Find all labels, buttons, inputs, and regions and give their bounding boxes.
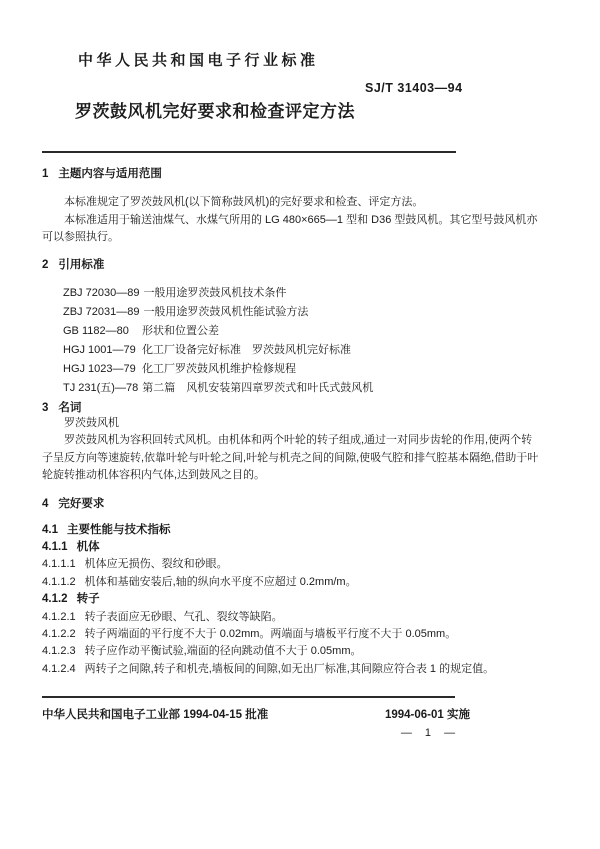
- implementation-note: 1994-06-01 实施: [384, 709, 470, 721]
- clause-number: 4.1.1.2: [42, 575, 76, 588]
- clause-text: 机体: [76, 540, 100, 553]
- paragraph: 本标准规定了罗茨鼓风机(以下简称鼓风机)的完好要求和检查、评定方法。: [64, 196, 424, 208]
- clause-text: 主要性能与技术指标: [67, 523, 171, 536]
- section-number: 3: [42, 401, 49, 414]
- footer: [42, 706, 543, 722]
- reference-row: [63, 322, 543, 341]
- clause-text: 转子表面应无砂眼、气孔、裂纹等缺陷。: [84, 610, 283, 623]
- section-4-heading: [42, 497, 543, 511]
- reference-title: 形状和位置公差: [142, 324, 219, 337]
- document-title: 罗茨鼓风机完好要求和检查评定方法: [75, 102, 355, 121]
- reference-designation: GB 1182—80: [63, 324, 129, 337]
- clause-text: 机体应无损伤、裂纹和砂眼。: [84, 558, 228, 571]
- reference-designation: ZBJ 72031—89: [63, 305, 140, 318]
- section-label: 主题内容与适用范围: [58, 168, 162, 180]
- clause-text: 转子: [76, 593, 100, 606]
- clause-text: 转子应作动平衡试验,端面的径向跳动值不大于 0.05mm。: [84, 645, 362, 658]
- clause-number: 4.1: [42, 523, 58, 536]
- clause-number: 4.1.2.4: [42, 662, 76, 675]
- section-2-heading: [42, 258, 543, 272]
- reference-designation: HGJ 1001—79: [63, 343, 136, 356]
- clauses-list: [42, 522, 543, 679]
- reference-title: 一般用途罗茨鼓风机性能试验方法: [143, 305, 309, 318]
- clause-number: 4.1.2.3: [42, 645, 76, 658]
- clause-heading: [42, 539, 543, 556]
- clause-text: 两转子之间隙,转子和机壳,墙板间的间隙,如无出厂标准,其间隙应符合表 1 的规定值。: [84, 662, 495, 675]
- clause-number: 4.1.2.1: [42, 610, 76, 623]
- clause-number: 4.1.2: [42, 593, 68, 606]
- reference-title: 化工厂罗茨鼓风机维护检修规程: [142, 362, 296, 375]
- clause-number: 4.1.1.1: [42, 558, 76, 571]
- section-label: 名词: [58, 401, 82, 414]
- term: 罗茨鼓风机: [64, 416, 119, 429]
- clause-row: [42, 626, 543, 643]
- references-list: [63, 284, 543, 398]
- clause-row: [42, 556, 543, 573]
- document-body: [42, 161, 543, 678]
- page-number: — 1 —: [400, 727, 456, 739]
- clause-text: 转子两端面的平行度不大于 0.02mm。两端面与墙板平行度不大于 0.05mm。: [84, 627, 457, 640]
- reference-title: 第二篇 风机安装第四章罗茨式和叶氏式鼓风机: [142, 381, 374, 394]
- clause-text: 机体和基础安装后,轴的纵向水平度不应超过 0.2mm/m。: [84, 575, 357, 588]
- paragraph: 本标准适用于输送油煤气、水煤气所用的 LG 480×665—1 型和 D36 型鼓风机。其它型号鼓风机亦可以参照执行。: [42, 213, 538, 243]
- reference-title: 化工厂设备完好标准 罗茨鼓风机完好标准: [142, 343, 351, 356]
- section-3-heading: [42, 401, 543, 415]
- standard-org-title: 中华人民共和国电子行业标准: [78, 52, 319, 69]
- reference-row: [63, 379, 543, 398]
- clause-heading: [42, 591, 543, 608]
- reference-row: [63, 341, 543, 360]
- clause-number: 4.1.1: [42, 540, 68, 553]
- reference-designation: TJ 231(五)—78: [63, 381, 139, 394]
- clause-row: [42, 661, 543, 678]
- header-divider: [42, 151, 456, 153]
- standard-number: SJ/T 31403—94: [365, 81, 463, 95]
- term-definition: 罗茨鼓风机为容积回转式风机。由机体和两个叶轮的转子组成,通过一对同步齿轮的作用,使两个转子呈反方向等速旋转,依靠叶轮与叶轮之间,叶轮与机壳之间的间隙,使吸气腔和排气腔基本隔绝,借助于叶轮旋转推动机体容积内气体,达到鼓风之目的。: [42, 434, 539, 481]
- reference-designation: ZBJ 72030—89: [63, 286, 140, 299]
- section-number: 1: [42, 168, 49, 180]
- section-label: 引用标准: [58, 258, 105, 271]
- reference-row: [63, 303, 543, 322]
- clause-row: [42, 643, 543, 660]
- reference-title: 一般用途罗茨鼓风机技术条件: [143, 286, 287, 299]
- reference-designation: HGJ 1023—79: [63, 362, 136, 375]
- clause-number: 4.1.2.2: [42, 627, 76, 640]
- reference-row: [63, 360, 543, 379]
- section-1-heading: [42, 167, 543, 181]
- section-number: 4: [42, 497, 49, 510]
- clause-row: [42, 609, 543, 626]
- footer-divider: [42, 696, 455, 698]
- approval-note: 中华人民共和国电子工业部 1994-04-15 批准: [42, 709, 269, 721]
- clause-heading: [42, 522, 543, 539]
- section-label: 完好要求: [58, 497, 105, 510]
- clause-row: [42, 574, 543, 591]
- section-number: 2: [42, 258, 49, 271]
- reference-row: [63, 284, 543, 303]
